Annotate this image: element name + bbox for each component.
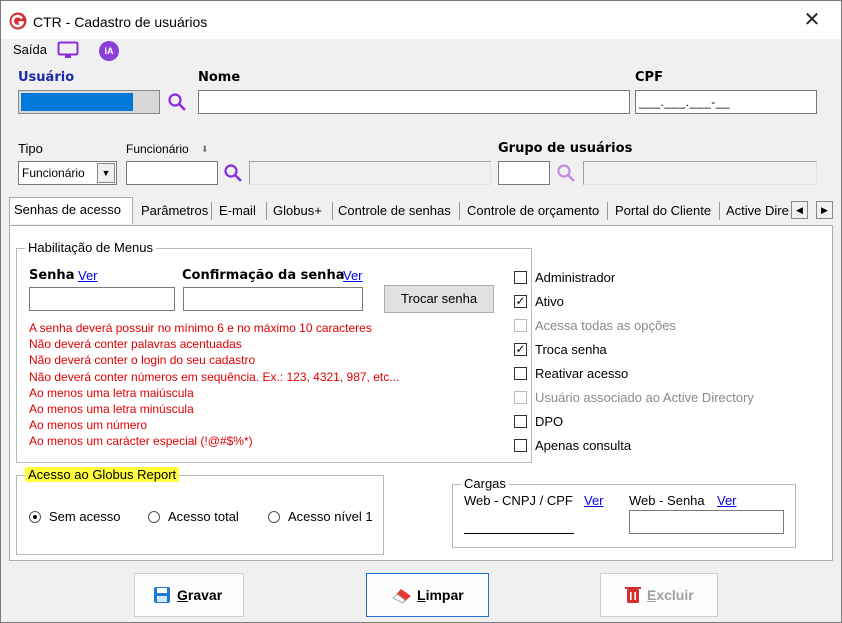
window-title: CTR - Cadastro de usuários (33, 14, 208, 30)
tab-parametros[interactable]: Parâmetros (141, 203, 209, 218)
acesso-total-radio[interactable] (148, 511, 160, 523)
habilitacao-legend: Habilitação de Menus (25, 240, 156, 255)
acessa-todas-checkbox (514, 319, 527, 332)
cpf-label: CPF (635, 70, 663, 85)
cnpj-input[interactable] (464, 510, 574, 534)
rule-item: Ao menos um número (29, 418, 148, 433)
save-icon (153, 586, 171, 604)
web-senha-input[interactable] (629, 510, 784, 534)
administrador-checkbox[interactable] (514, 271, 527, 284)
grupo-code-input[interactable] (498, 161, 550, 185)
tab-portal-do-cliente[interactable]: Portal do Cliente (615, 203, 712, 218)
apenas-consulta-checkbox[interactable] (514, 439, 527, 452)
rule-item: Ao menos uma letra minúscula (29, 402, 194, 417)
cnpj-ver-link[interactable]: Ver (584, 493, 604, 508)
senha-input[interactable] (29, 287, 175, 311)
dpo-checkbox[interactable] (514, 415, 527, 428)
rule-item: A senha deverá possuir no mínimo 6 e no máximo 10 caracteres (29, 321, 372, 335)
gravar-label: ravar (187, 587, 223, 603)
troca-senha-checkbox[interactable]: ✓ (515, 342, 526, 356)
rule-item: Não deverá conter o login do seu cadastro (29, 353, 256, 368)
ativo-label: Ativo (535, 294, 564, 309)
grupo-label: Grupo de usuários (498, 141, 633, 156)
title-bar (1, 1, 841, 39)
acesso-nivel1-radio[interactable] (268, 511, 280, 523)
grupo-search-icon[interactable] (556, 163, 576, 183)
tab-scroll-right-icon[interactable]: ▶ (816, 201, 833, 219)
limpar-label: impar (425, 587, 464, 603)
ia-assistant-icon[interactable]: IA (99, 41, 119, 61)
excluir-button (600, 573, 718, 617)
sem-acesso-label: Sem acesso (49, 509, 121, 524)
gravar-mnemonic: G (177, 587, 188, 603)
funcionario-name-input (249, 161, 491, 185)
tipo-label: Tipo (18, 141, 43, 156)
trash-icon (625, 586, 641, 604)
nome-label: Nome (198, 70, 241, 85)
globus-report-legend: Acesso ao Globus Report (25, 467, 179, 482)
gravar-button[interactable] (134, 573, 244, 617)
tab-email[interactable]: E-mail (219, 203, 256, 218)
acesso-nivel1-label: Acesso nível 1 (288, 509, 373, 524)
app-logo-icon (9, 12, 27, 30)
tab-senhas-de-acesso[interactable]: Senhas de acesso (9, 197, 133, 224)
senha-label: Senha (29, 268, 75, 283)
monitor-icon[interactable] (57, 41, 79, 59)
rule-item: Ao menos um carácter especial (!@#$%*) (29, 434, 253, 449)
close-button[interactable]: ✕ (803, 9, 821, 31)
confirmacao-ver-link[interactable]: Ver (343, 268, 363, 283)
funcionario-search-icon[interactable] (223, 163, 243, 183)
senha-ver-link[interactable]: Ver (78, 268, 98, 283)
reativar-acesso-checkbox[interactable] (514, 367, 527, 380)
rule-item: Ao menos uma letra maiúscula (29, 385, 194, 400)
ativo-checkbox[interactable]: ✓ (515, 294, 526, 308)
limpar-mnemonic: L (417, 587, 426, 603)
troca-senha-label: Troca senha (535, 342, 607, 357)
tab-scroll-left-icon[interactable]: ◀ (791, 201, 808, 219)
rule-item: Não deverá conter palavras acentuadas (29, 337, 242, 352)
tab-active-directory[interactable]: Active Dire (726, 203, 789, 218)
eraser-icon (391, 586, 413, 604)
funcionario-label: Funcionário (126, 142, 189, 156)
saida-label[interactable]: Saída (13, 42, 47, 57)
usuario-selection (21, 93, 133, 111)
confirmacao-label: Confirmação da senha (182, 268, 345, 283)
active-directory-checkbox (514, 391, 527, 404)
sem-acesso-radio[interactable] (29, 511, 41, 523)
search-icon[interactable] (167, 92, 187, 112)
usuario-input[interactable] (18, 90, 160, 114)
acessa-todas-label: Acessa todas as opções (535, 318, 676, 333)
excluir-label: xcluir (656, 587, 694, 603)
chevron-down-icon[interactable]: ▼ (97, 163, 115, 183)
funcionario-code-input[interactable] (126, 161, 218, 185)
sort-down-icon: ⬇ (201, 144, 209, 154)
acesso-total-label: Acesso total (168, 509, 239, 524)
grupo-name-input (583, 161, 817, 185)
tab-globus-plus[interactable]: Globus+ (273, 203, 322, 218)
cnpj-label: Web - CNPJ / CPF (464, 493, 573, 508)
limpar-button[interactable] (366, 573, 489, 617)
nome-input[interactable] (198, 90, 630, 114)
apenas-consulta-label: Apenas consulta (535, 438, 632, 453)
usuario-label: Usuário (18, 70, 75, 85)
confirmacao-input[interactable] (183, 287, 363, 311)
web-senha-ver-link[interactable]: Ver (717, 493, 737, 508)
tipo-select-value: Funcionário (22, 166, 85, 180)
dpo-label: DPO (535, 414, 564, 429)
active-directory-label: Usuário associado ao Active Directory (535, 390, 754, 405)
cpf-mask: ___.___.___-__ (639, 95, 731, 109)
tipo-select[interactable] (18, 161, 117, 185)
tab-controle-de-senhas[interactable]: Controle de senhas (338, 203, 451, 218)
rule-item: Não deverá conter números em sequência. Ex.: 123, 4321, 987, etc... (29, 369, 400, 384)
password-rules (29, 320, 399, 450)
trocar-senha-button[interactable]: Trocar senha (384, 285, 494, 313)
administrador-label: Administrador (535, 270, 616, 285)
tab-panel (9, 225, 833, 561)
cpf-input[interactable] (635, 90, 817, 114)
web-senha-label: Web - Senha (629, 493, 705, 508)
excluir-mnemonic: E (647, 587, 657, 603)
tab-controle-de-orcamento[interactable]: Controle de orçamento (467, 203, 600, 218)
cargas-legend: Cargas (461, 476, 509, 491)
reativar-acesso-label: Reativar acesso (535, 366, 629, 381)
